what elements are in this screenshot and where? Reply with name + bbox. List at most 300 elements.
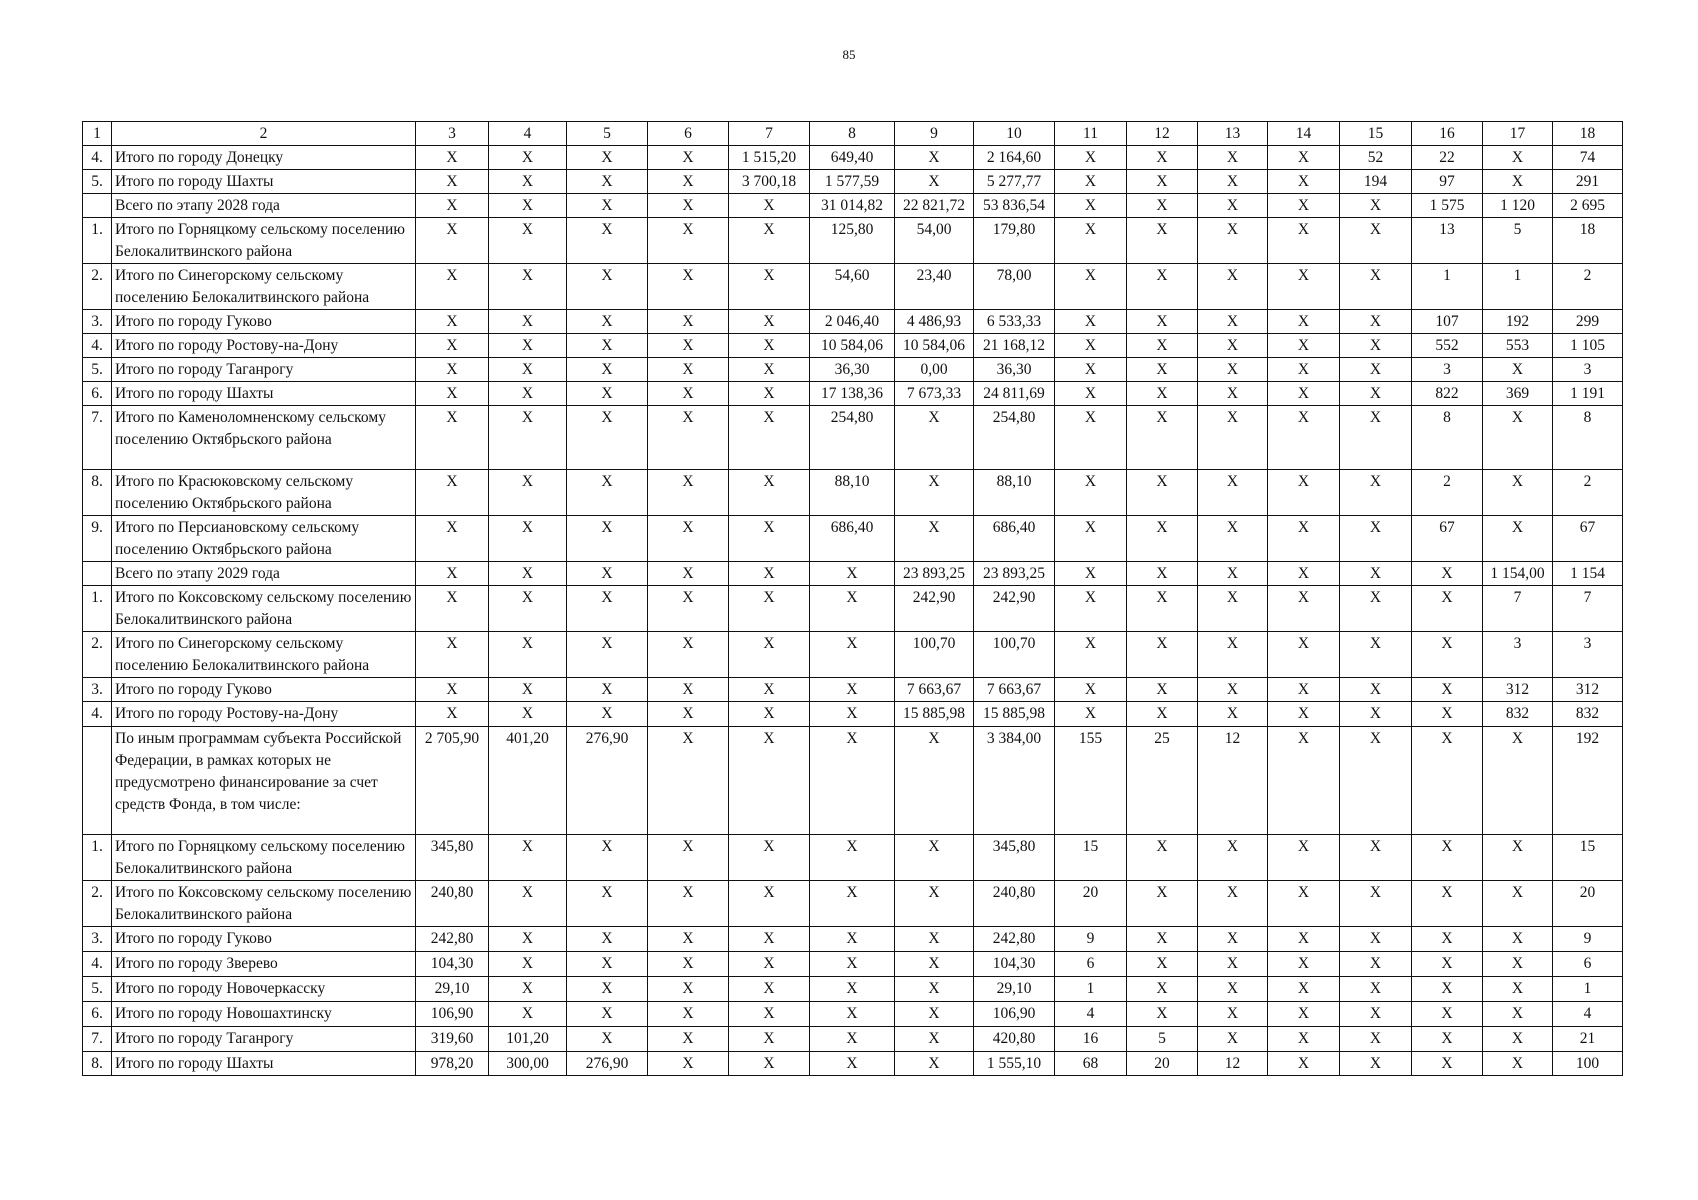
- row-value: X: [1412, 881, 1483, 927]
- row-number: 9.: [83, 516, 112, 562]
- table-row: [83, 835, 1623, 881]
- row-value: 242,80: [974, 927, 1055, 952]
- row-value: X: [1340, 927, 1412, 952]
- row-value: X: [1340, 358, 1412, 382]
- row-value: X: [1340, 586, 1412, 632]
- row-value: X: [648, 835, 729, 881]
- row-value: 822: [1412, 382, 1483, 406]
- row-value: X: [1127, 586, 1198, 632]
- row-value: 1: [1412, 264, 1483, 310]
- row-value: 299: [1553, 310, 1623, 334]
- row-value: X: [1412, 835, 1483, 881]
- row-value: X: [1198, 194, 1268, 218]
- row-value: X: [1127, 334, 1198, 358]
- row-name: Итого по городу Таганрогу: [112, 358, 416, 382]
- row-value: X: [1412, 1052, 1483, 1076]
- row-value: X: [416, 586, 489, 632]
- row-value: X: [1198, 470, 1268, 516]
- row-value: 345,80: [974, 835, 1055, 881]
- row-value: X: [648, 1002, 729, 1027]
- row-value: X: [895, 470, 974, 516]
- row-value: 649,40: [810, 146, 895, 170]
- column-number-header: 3: [416, 122, 489, 146]
- row-value: 7: [1483, 586, 1553, 632]
- row-value: 254,80: [974, 406, 1055, 470]
- row-value: X: [895, 516, 974, 562]
- row-value: X: [895, 952, 974, 977]
- row-name: Итого по Коксовскому сельскому поселению Белокалитвинского района: [112, 881, 416, 927]
- row-value: X: [729, 334, 810, 358]
- row-value: X: [567, 977, 648, 1002]
- column-number-header: 16: [1412, 122, 1483, 146]
- row-value: 88,10: [974, 470, 1055, 516]
- row-value: 13: [1412, 218, 1483, 264]
- row-value: X: [1340, 835, 1412, 881]
- row-value: X: [648, 170, 729, 194]
- row-value: 25: [1127, 727, 1198, 835]
- row-value: 5 277,77: [974, 170, 1055, 194]
- row-value: 100: [1553, 1052, 1623, 1076]
- row-value: 345,80: [416, 835, 489, 881]
- row-value: 54,60: [810, 264, 895, 310]
- row-value: X: [1198, 881, 1268, 927]
- row-value: 0,00: [895, 358, 974, 382]
- row-value: X: [810, 1027, 895, 1052]
- row-value: X: [1340, 632, 1412, 678]
- row-value: X: [567, 927, 648, 952]
- row-value: X: [729, 1027, 810, 1052]
- row-number: 5.: [83, 358, 112, 382]
- row-value: 276,90: [567, 1052, 648, 1076]
- row-value: 6: [1055, 952, 1127, 977]
- row-value: X: [567, 562, 648, 586]
- row-value: X: [489, 977, 567, 1002]
- row-value: X: [489, 586, 567, 632]
- row-value: 52: [1340, 146, 1412, 170]
- row-value: X: [489, 194, 567, 218]
- row-value: X: [567, 358, 648, 382]
- row-value: X: [1268, 406, 1340, 470]
- row-value: X: [416, 310, 489, 334]
- column-number-header: 2: [112, 122, 416, 146]
- row-value: X: [648, 358, 729, 382]
- row-value: X: [1483, 358, 1553, 382]
- row-number: [83, 194, 112, 218]
- row-name: Итого по Синегорскому сельскому поселению Белокалитвинского района: [112, 632, 416, 678]
- row-value: 242,90: [974, 586, 1055, 632]
- row-value: X: [729, 678, 810, 702]
- row-value: 31 014,82: [810, 194, 895, 218]
- row-value: 312: [1553, 678, 1623, 702]
- row-value: X: [810, 727, 895, 835]
- row-value: X: [1127, 952, 1198, 977]
- row-value: 4: [1553, 1002, 1623, 1027]
- row-value: X: [648, 632, 729, 678]
- row-value: 15 885,98: [974, 702, 1055, 727]
- row-value: X: [1268, 927, 1340, 952]
- row-name: Итого по городу Новочеркасску: [112, 977, 416, 1002]
- row-value: X: [416, 562, 489, 586]
- row-value: X: [1268, 470, 1340, 516]
- row-value: 104,30: [416, 952, 489, 977]
- table-row: [83, 1027, 1623, 1052]
- row-value: 8: [1553, 406, 1623, 470]
- row-value: X: [1055, 264, 1127, 310]
- row-value: X: [567, 586, 648, 632]
- row-value: X: [810, 835, 895, 881]
- row-name: Всего по этапу 2028 года: [112, 194, 416, 218]
- row-value: X: [567, 170, 648, 194]
- table-row: [83, 264, 1623, 310]
- row-value: 15: [1553, 835, 1623, 881]
- row-value: 1 575: [1412, 194, 1483, 218]
- row-value: X: [1483, 977, 1553, 1002]
- row-value: 240,80: [416, 881, 489, 927]
- row-value: X: [489, 952, 567, 977]
- row-value: X: [1268, 334, 1340, 358]
- row-value: 10 584,06: [810, 334, 895, 358]
- row-value: X: [1127, 170, 1198, 194]
- row-value: X: [489, 470, 567, 516]
- row-value: X: [1055, 470, 1127, 516]
- row-value: X: [1127, 382, 1198, 406]
- table-row: [83, 1052, 1623, 1076]
- row-value: 15: [1055, 835, 1127, 881]
- row-value: X: [1198, 382, 1268, 406]
- row-value: X: [648, 678, 729, 702]
- row-value: X: [1268, 881, 1340, 927]
- row-name: Итого по городу Гуково: [112, 927, 416, 952]
- table-row: [83, 678, 1623, 702]
- row-value: 22: [1412, 146, 1483, 170]
- row-name: Итого по Каменоломненскому сельскому поселению Октябрьского района: [112, 406, 416, 470]
- row-value: X: [1127, 632, 1198, 678]
- row-value: X: [1483, 170, 1553, 194]
- row-value: X: [1198, 927, 1268, 952]
- row-value: X: [729, 310, 810, 334]
- row-value: X: [1412, 678, 1483, 702]
- row-value: X: [1268, 146, 1340, 170]
- row-value: X: [1340, 562, 1412, 586]
- row-value: X: [729, 406, 810, 470]
- row-value: X: [729, 1002, 810, 1027]
- row-value: X: [1268, 562, 1340, 586]
- row-value: X: [489, 562, 567, 586]
- row-value: X: [416, 170, 489, 194]
- row-name: Всего по этапу 2029 года: [112, 562, 416, 586]
- row-value: 100,70: [974, 632, 1055, 678]
- row-value: X: [1340, 264, 1412, 310]
- row-value: 3: [1483, 632, 1553, 678]
- row-value: 20: [1127, 1052, 1198, 1076]
- row-number: [83, 727, 112, 835]
- table-row: [83, 702, 1623, 727]
- row-value: X: [1055, 562, 1127, 586]
- row-value: 1: [1553, 977, 1623, 1002]
- row-number: [83, 562, 112, 586]
- row-value: X: [1127, 310, 1198, 334]
- row-value: X: [567, 334, 648, 358]
- row-value: X: [729, 562, 810, 586]
- row-value: 4: [1055, 1002, 1127, 1027]
- row-number: 2.: [83, 632, 112, 678]
- row-value: 179,80: [974, 218, 1055, 264]
- row-name: Итого по городу Шахты: [112, 170, 416, 194]
- column-number-header: 15: [1340, 122, 1412, 146]
- row-value: X: [1127, 218, 1198, 264]
- row-value: X: [810, 586, 895, 632]
- row-value: X: [729, 586, 810, 632]
- row-value: 2: [1412, 470, 1483, 516]
- row-value: 2: [1553, 470, 1623, 516]
- row-value: 5: [1483, 218, 1553, 264]
- row-value: 107: [1412, 310, 1483, 334]
- row-name: Итого по городу Шахты: [112, 1052, 416, 1076]
- row-value: X: [810, 632, 895, 678]
- row-value: 101,20: [489, 1027, 567, 1052]
- row-value: X: [648, 334, 729, 358]
- row-value: X: [648, 146, 729, 170]
- row-value: X: [1055, 334, 1127, 358]
- row-value: X: [489, 218, 567, 264]
- row-value: X: [1198, 632, 1268, 678]
- row-value: X: [648, 382, 729, 406]
- row-value: X: [1198, 952, 1268, 977]
- table-row: [83, 406, 1623, 470]
- row-value: X: [489, 678, 567, 702]
- row-value: X: [489, 835, 567, 881]
- row-value: 2 705,90: [416, 727, 489, 835]
- row-value: X: [1268, 586, 1340, 632]
- row-number: 1.: [83, 835, 112, 881]
- row-value: X: [1198, 218, 1268, 264]
- row-value: 3: [1412, 358, 1483, 382]
- row-value: 21: [1553, 1027, 1623, 1052]
- row-value: X: [1340, 194, 1412, 218]
- row-value: 54,00: [895, 218, 974, 264]
- row-name: По иным программам субъекта Российской Федерации, в рамках которых не предусмотрено финансирование за счет средств Фонда, в том числе:: [112, 727, 416, 835]
- row-value: X: [1055, 516, 1127, 562]
- row-name: Итого по Горняцкому сельскому поселению Белокалитвинского района: [112, 218, 416, 264]
- row-value: X: [1268, 358, 1340, 382]
- row-value: X: [416, 632, 489, 678]
- row-value: X: [1268, 516, 1340, 562]
- row-value: X: [1340, 1002, 1412, 1027]
- row-value: 16: [1055, 1027, 1127, 1052]
- row-value: 832: [1483, 702, 1553, 727]
- row-value: X: [1340, 727, 1412, 835]
- row-value: X: [1055, 218, 1127, 264]
- row-number: 4.: [83, 146, 112, 170]
- row-value: X: [895, 1027, 974, 1052]
- row-value: X: [648, 1052, 729, 1076]
- row-value: X: [1198, 516, 1268, 562]
- table-row: [83, 881, 1623, 927]
- row-value: X: [1055, 586, 1127, 632]
- row-value: X: [1483, 470, 1553, 516]
- row-value: 7 663,67: [974, 678, 1055, 702]
- row-value: X: [1198, 586, 1268, 632]
- row-name: Итого по городу Гуково: [112, 678, 416, 702]
- row-value: 552: [1412, 334, 1483, 358]
- row-value: X: [1268, 382, 1340, 406]
- row-value: X: [1055, 406, 1127, 470]
- row-name: Итого по городу Ростову-на-Дону: [112, 334, 416, 358]
- row-value: X: [648, 881, 729, 927]
- row-value: 1 105: [1553, 334, 1623, 358]
- row-value: X: [648, 977, 729, 1002]
- column-number-header: 11: [1055, 122, 1127, 146]
- row-value: X: [729, 264, 810, 310]
- row-value: X: [1483, 1052, 1553, 1076]
- row-value: 53 836,54: [974, 194, 1055, 218]
- row-value: X: [1412, 1002, 1483, 1027]
- row-value: 1 154,00: [1483, 562, 1553, 586]
- row-value: X: [1340, 406, 1412, 470]
- row-number: 2.: [83, 264, 112, 310]
- row-value: X: [1127, 562, 1198, 586]
- row-number: 3.: [83, 927, 112, 952]
- row-value: X: [1127, 1002, 1198, 1027]
- table-row: [83, 977, 1623, 1002]
- row-value: X: [1340, 881, 1412, 927]
- row-value: 240,80: [974, 881, 1055, 927]
- row-value: X: [729, 218, 810, 264]
- row-value: X: [1483, 727, 1553, 835]
- row-value: X: [567, 952, 648, 977]
- row-value: X: [1340, 218, 1412, 264]
- row-value: X: [1198, 358, 1268, 382]
- row-name: Итого по Горняцкому сельскому поселению Белокалитвинского района: [112, 835, 416, 881]
- row-value: X: [895, 406, 974, 470]
- row-number: 8.: [83, 470, 112, 516]
- row-value: 1 577,59: [810, 170, 895, 194]
- row-value: 194: [1340, 170, 1412, 194]
- row-value: X: [1055, 632, 1127, 678]
- row-number: 4.: [83, 702, 112, 727]
- row-value: X: [416, 382, 489, 406]
- row-value: 276,90: [567, 727, 648, 835]
- row-value: X: [1055, 146, 1127, 170]
- row-value: X: [1483, 881, 1553, 927]
- row-value: X: [567, 881, 648, 927]
- row-value: X: [1198, 977, 1268, 1002]
- row-value: 67: [1412, 516, 1483, 562]
- row-value: X: [1055, 358, 1127, 382]
- table-row: [83, 470, 1623, 516]
- row-value: X: [489, 334, 567, 358]
- row-name: Итого по городу Новошахтинску: [112, 1002, 416, 1027]
- row-value: X: [729, 952, 810, 977]
- row-value: X: [416, 194, 489, 218]
- row-value: 2 695: [1553, 194, 1623, 218]
- row-number: 5.: [83, 977, 112, 1002]
- row-value: X: [810, 1002, 895, 1027]
- row-value: 23,40: [895, 264, 974, 310]
- row-value: 106,90: [416, 1002, 489, 1027]
- row-number: 5.: [83, 170, 112, 194]
- table-row: [83, 927, 1623, 952]
- row-value: X: [1340, 977, 1412, 1002]
- row-value: X: [489, 881, 567, 927]
- row-value: X: [1055, 678, 1127, 702]
- row-value: X: [1412, 702, 1483, 727]
- column-number-header: 5: [567, 122, 648, 146]
- row-value: X: [567, 382, 648, 406]
- row-value: 17 138,36: [810, 382, 895, 406]
- row-value: X: [567, 310, 648, 334]
- row-value: X: [1127, 358, 1198, 382]
- row-number: 3.: [83, 310, 112, 334]
- row-value: X: [1198, 406, 1268, 470]
- column-number-header: 17: [1483, 122, 1553, 146]
- row-value: 23 893,25: [974, 562, 1055, 586]
- row-value: X: [1268, 977, 1340, 1002]
- row-value: X: [895, 727, 974, 835]
- row-value: 7: [1553, 586, 1623, 632]
- row-value: X: [489, 632, 567, 678]
- row-value: X: [1055, 310, 1127, 334]
- row-value: X: [567, 218, 648, 264]
- row-value: X: [1198, 170, 1268, 194]
- row-value: X: [895, 881, 974, 927]
- row-value: 7 673,33: [895, 382, 974, 406]
- row-value: X: [489, 146, 567, 170]
- row-value: 20: [1055, 881, 1127, 927]
- row-value: X: [1127, 146, 1198, 170]
- row-value: X: [567, 516, 648, 562]
- row-value: 74: [1553, 146, 1623, 170]
- row-value: X: [729, 632, 810, 678]
- row-value: X: [648, 586, 729, 632]
- row-value: X: [416, 516, 489, 562]
- row-value: X: [1198, 1027, 1268, 1052]
- row-value: X: [1198, 835, 1268, 881]
- row-number: 2.: [83, 881, 112, 927]
- row-value: 192: [1483, 310, 1553, 334]
- row-value: 12: [1198, 727, 1268, 835]
- table-row: [83, 727, 1623, 835]
- row-value: X: [489, 170, 567, 194]
- row-number: 6.: [83, 1002, 112, 1027]
- row-value: X: [729, 702, 810, 727]
- row-value: X: [648, 927, 729, 952]
- row-value: X: [1127, 264, 1198, 310]
- row-value: 3 384,00: [974, 727, 1055, 835]
- row-value: X: [489, 310, 567, 334]
- row-value: X: [489, 382, 567, 406]
- row-value: X: [1127, 194, 1198, 218]
- table-row: [83, 562, 1623, 586]
- row-value: X: [1340, 516, 1412, 562]
- row-value: X: [648, 727, 729, 835]
- row-value: X: [489, 1002, 567, 1027]
- row-value: X: [1127, 881, 1198, 927]
- row-name: Итого по городу Гуково: [112, 310, 416, 334]
- table-row: [83, 382, 1623, 406]
- row-value: X: [1268, 218, 1340, 264]
- row-value: 1 191: [1553, 382, 1623, 406]
- row-value: X: [489, 406, 567, 470]
- row-value: X: [729, 927, 810, 952]
- row-value: 100,70: [895, 632, 974, 678]
- row-value: X: [810, 927, 895, 952]
- row-value: 24 811,69: [974, 382, 1055, 406]
- row-value: X: [1483, 1027, 1553, 1052]
- row-value: X: [1483, 1002, 1553, 1027]
- row-value: 20: [1553, 881, 1623, 927]
- table-header-row: [83, 122, 1623, 146]
